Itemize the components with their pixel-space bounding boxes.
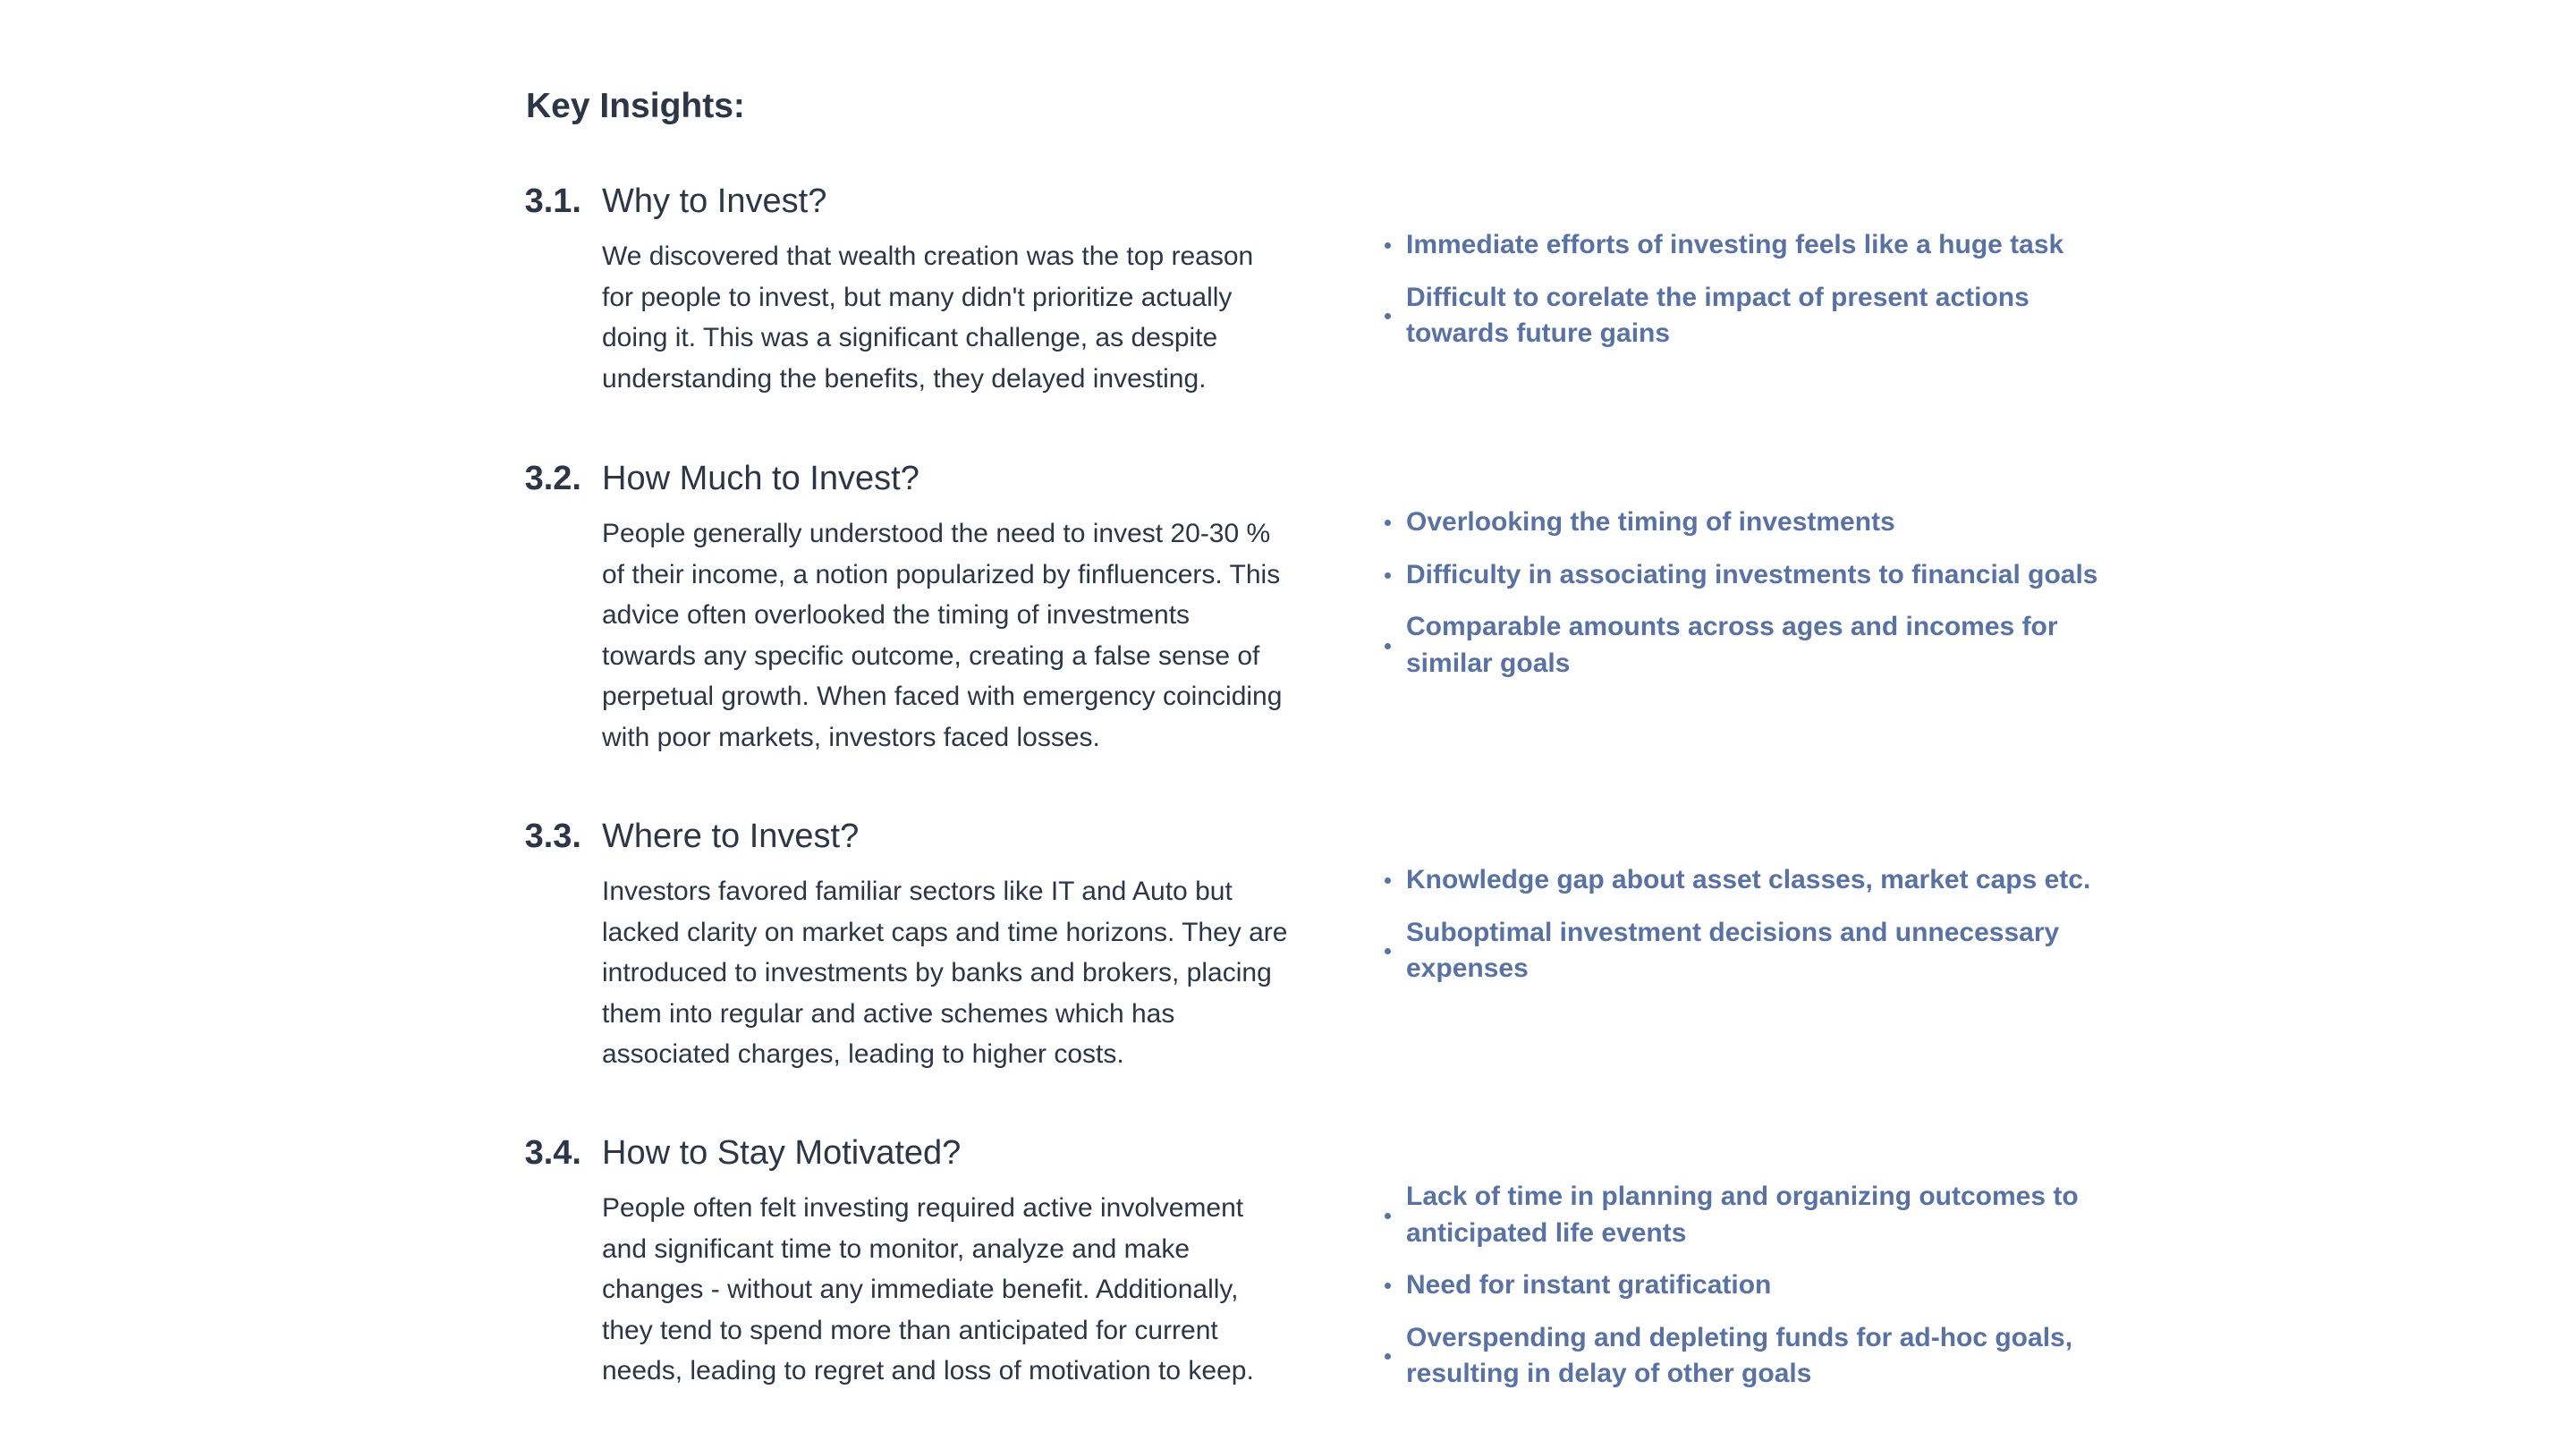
bullet-dot-icon bbox=[1385, 313, 1391, 319]
insight-list bbox=[1385, 227, 2100, 369]
insight-text: Difficulty in associating investments to financial goals bbox=[1406, 559, 2098, 589]
bullet-dot-icon bbox=[1385, 1353, 1391, 1360]
insight-text: Need for instant gratification bbox=[1406, 1270, 1772, 1300]
section-title: How to Stay Motivated? bbox=[602, 1134, 962, 1172]
bullet-dot-icon bbox=[1385, 520, 1391, 526]
insight-item bbox=[1385, 1267, 2100, 1304]
insight-text: Lack of time in planning and organizing outcomes to anticipated life events bbox=[1406, 1182, 2079, 1248]
insight-text: Difficult to corelate the impact of present actions towards future gains bbox=[1406, 282, 2029, 348]
section-number: 3.3. bbox=[524, 818, 581, 855]
bullet-dot-icon bbox=[1385, 1283, 1391, 1289]
insight-list bbox=[1385, 862, 2100, 1004]
insight-item bbox=[1385, 862, 2100, 899]
insight-item bbox=[1385, 280, 2100, 352]
insight-list bbox=[1385, 1179, 2100, 1409]
bullet-dot-icon bbox=[1385, 948, 1391, 954]
section-body: People often felt investing required active involvement and significant time to monitor, analyze and make changes - without any immediate benefit. Additionally, they tend to spend more than anticipated for current needs, leading to regret and loss of motivation to keep. bbox=[602, 1193, 1254, 1385]
bullet-dot-icon bbox=[1385, 1213, 1391, 1219]
section-title: Where to Invest? bbox=[602, 818, 860, 855]
bullet-dot-icon bbox=[1385, 242, 1391, 249]
section-number: 3.2. bbox=[524, 460, 581, 497]
insight-item bbox=[1385, 609, 2100, 682]
insight-text: Overlooking the timing of investments bbox=[1406, 507, 1895, 537]
insight-text: Suboptimal investment decisions and unnecessary expenses bbox=[1406, 917, 2060, 983]
section-body: We discovered that wealth creation was the top reason for people to invest, but many didn't prioritize actually doing it. This was a significant challenge, as despite understanding the benefits, they delayed investing. bbox=[602, 242, 1254, 394]
bullet-dot-icon bbox=[1385, 643, 1391, 649]
insight-item bbox=[1385, 504, 2100, 541]
section-body: Investors favored familiar sectors like IT and Auto but lacked clarity on market caps and time horizons. They are introduced to investments by banks and brokers, placing them into regular and active schemes which has associated charges, leading to higher costs. bbox=[602, 877, 1288, 1069]
insight-text: Knowledge gap about asset classes, market caps etc. bbox=[1406, 865, 2091, 894]
bullet-dot-icon bbox=[1385, 877, 1391, 884]
insight-item bbox=[1385, 557, 2100, 594]
section-title: Why to Invest? bbox=[602, 182, 827, 220]
bullet-dot-icon bbox=[1385, 572, 1391, 579]
insight-item bbox=[1385, 1179, 2100, 1251]
section-number: 3.1. bbox=[524, 182, 581, 220]
section-number: 3.4. bbox=[524, 1134, 581, 1172]
insight-text: Overspending and depleting funds for ad-hoc goals, resulting in delay of other goals bbox=[1406, 1322, 2073, 1388]
section-title: How Much to Invest? bbox=[602, 460, 919, 497]
insight-item bbox=[1385, 227, 2100, 264]
insight-list bbox=[1385, 504, 2100, 698]
section-body: People generally understood the need to invest 20-30 % of their income, a notion popularized by finfluencers. This advice often overlooked the timing of investments towards any specific outcome, creating a false sense of perpetual growth. When faced with emergency coinciding with poor markets, investors faced losses. bbox=[602, 519, 1283, 752]
insight-item bbox=[1385, 915, 2100, 987]
insight-text: Immediate efforts of investing feels like a huge task bbox=[1406, 230, 2064, 259]
insight-text: Comparable amounts across ages and incomes for similar goals bbox=[1406, 612, 2058, 678]
page-title: Key Insights: bbox=[526, 87, 745, 125]
insight-item bbox=[1385, 1320, 2100, 1393]
